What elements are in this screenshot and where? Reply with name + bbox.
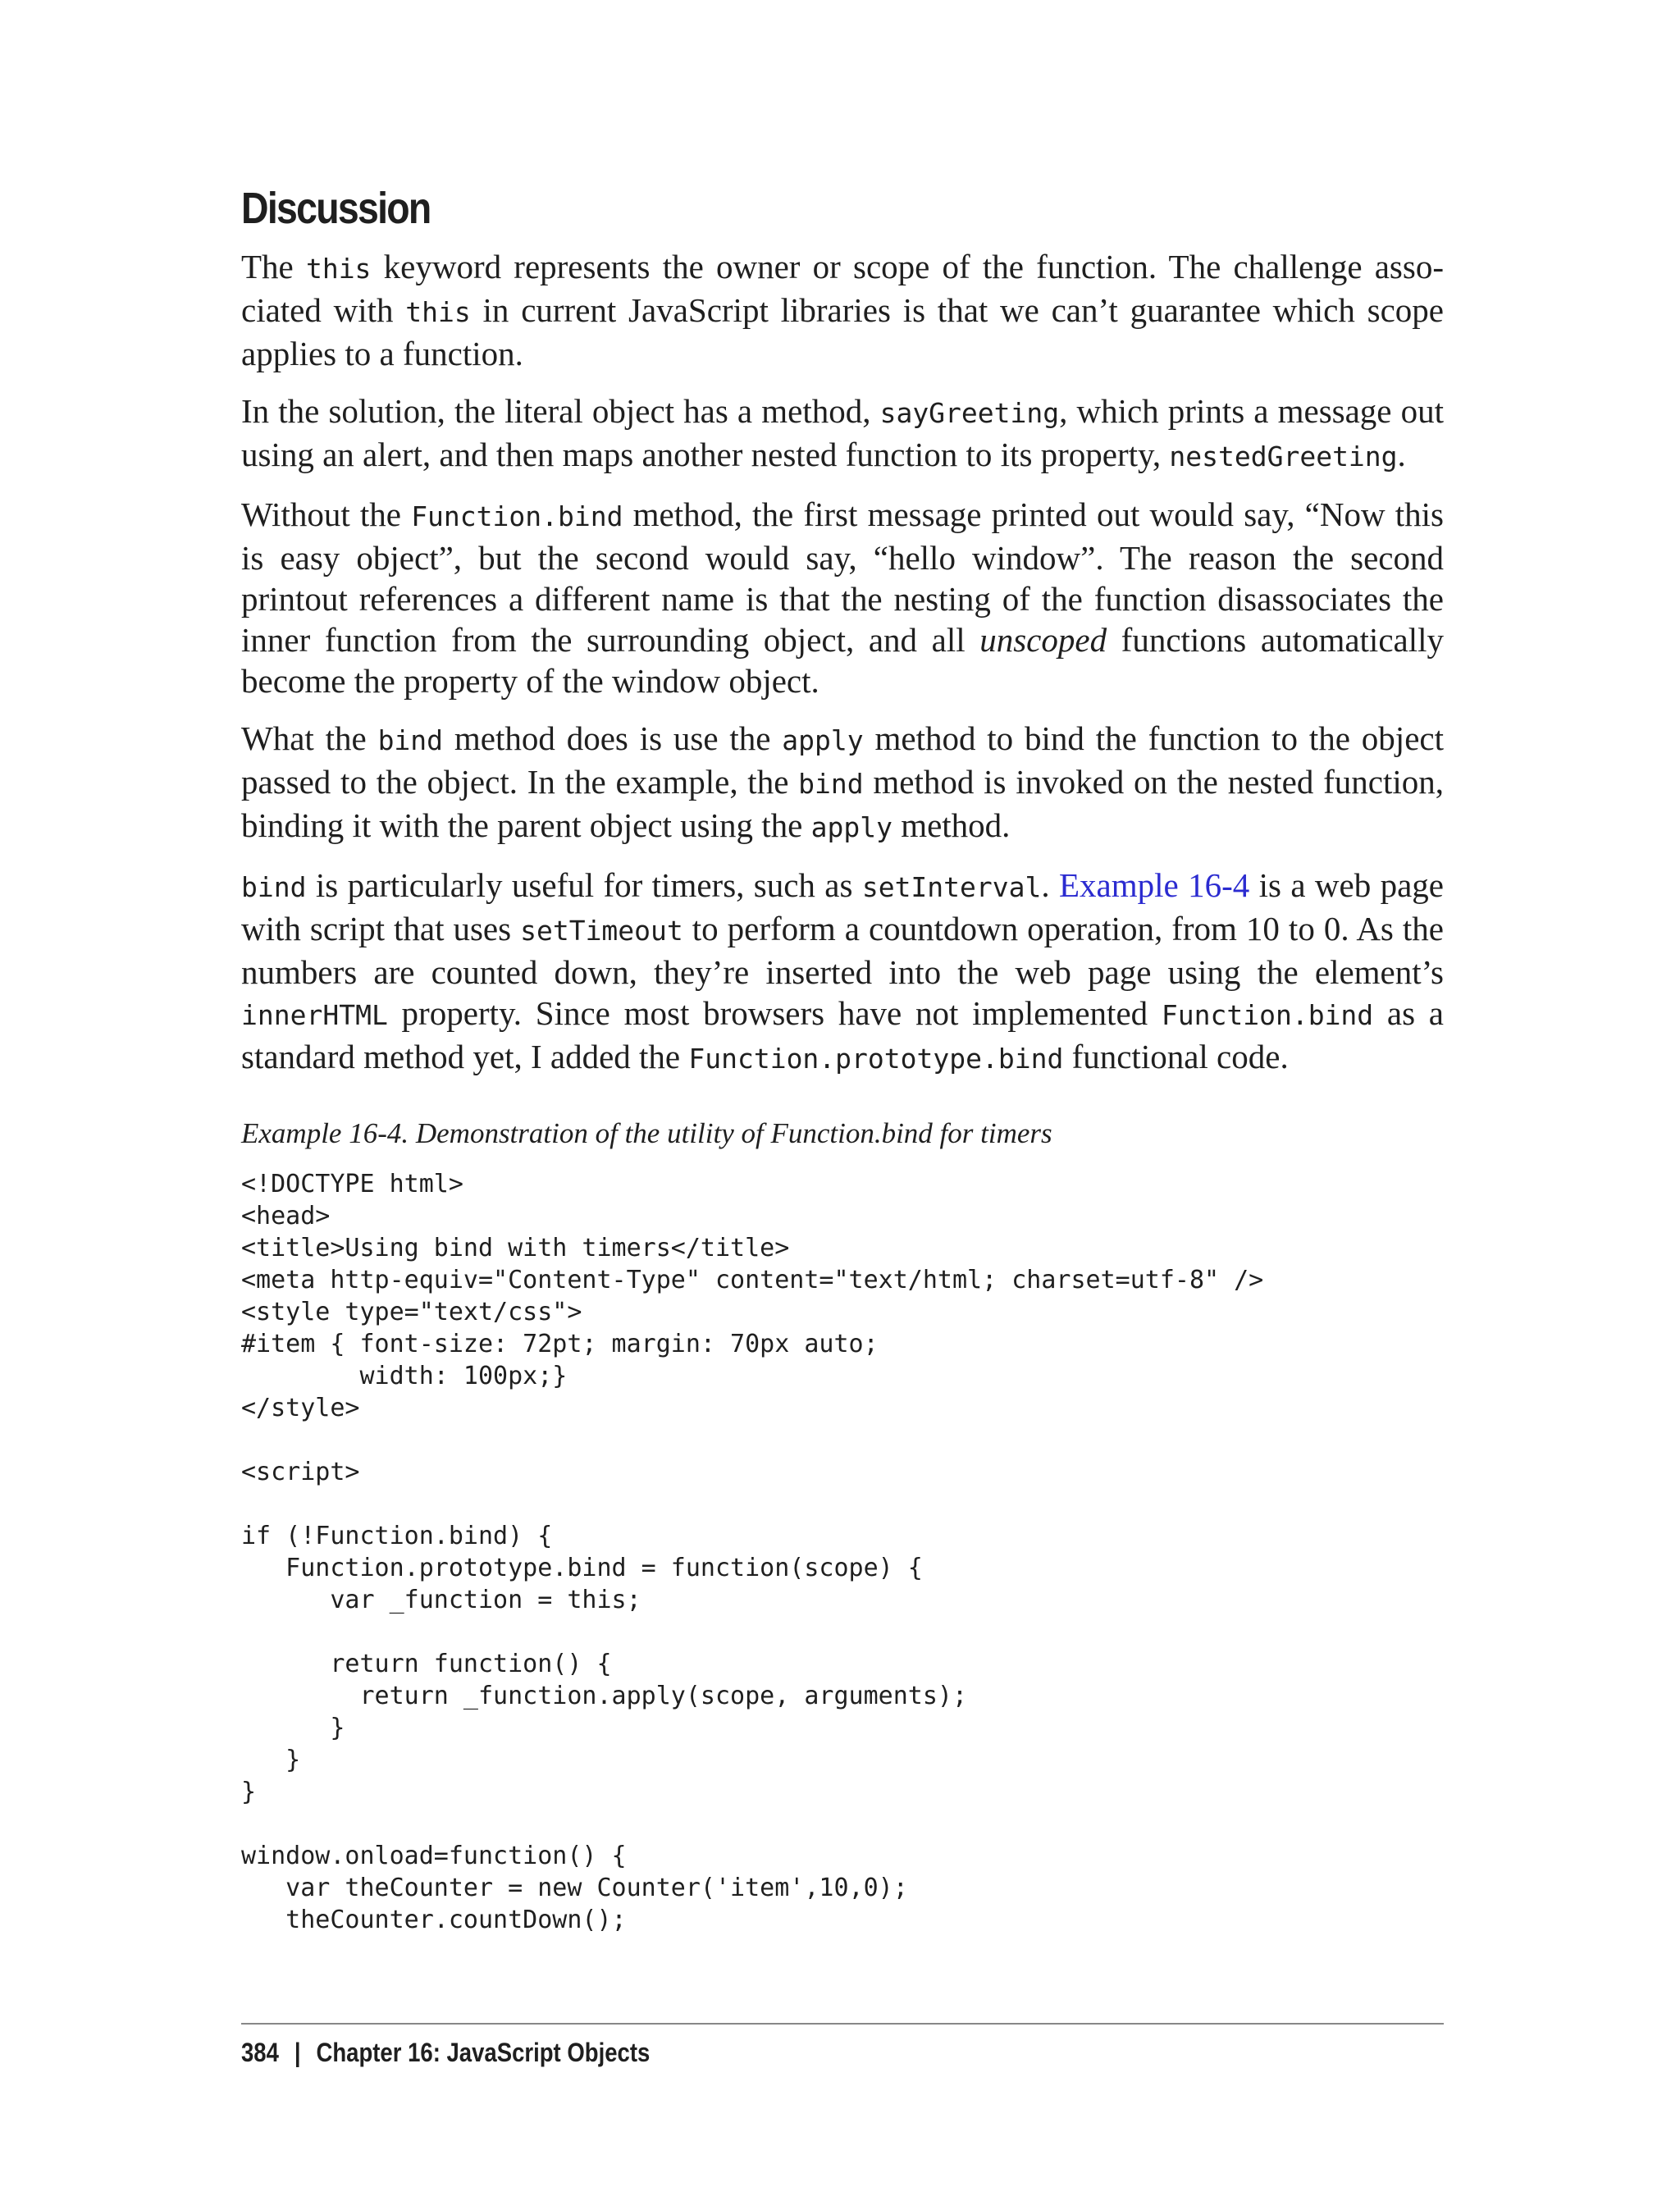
section-heading: Discussion xyxy=(241,184,431,233)
emphasis: unscoped xyxy=(979,621,1107,659)
text-run: to perform a countdown operation, from 10 to 0. As the numbers are counted down, they’re inserted into the web page using the element’s xyxy=(241,910,1444,991)
inline-code: Function.bind xyxy=(1161,999,1374,1031)
inline-code: bind xyxy=(377,724,444,756)
footer-separator: | xyxy=(294,2038,301,2067)
text-run: is particularly useful for timers, such as xyxy=(306,866,862,904)
text-run: Without the xyxy=(241,495,412,533)
text-run: in current JavaScript libraries is that we can’t guarantee which scope applies to a function. xyxy=(241,291,1444,372)
page-content xyxy=(241,179,1444,1936)
inline-code: innerHTML xyxy=(241,999,388,1031)
text-run: method, the first message printed out would say, “Now this is easy object”, but the second would say, “hello window”. The reason the second printout references a different name is that the nesting of the function disassociates the inner function from the surrounding object, and all xyxy=(241,495,1444,659)
inline-code: this xyxy=(405,296,471,328)
text-run: method is invoked on the nested function, binding it with the parent object using the xyxy=(241,763,1444,844)
page-number: 384 xyxy=(241,2038,279,2067)
text-run: In the solution, the literal object has a method, xyxy=(241,392,880,430)
text-run: , which prints a message out using an alert, and then maps another nested function to its property, xyxy=(241,392,1444,473)
text-run: . xyxy=(1397,436,1406,473)
footer-text xyxy=(241,2038,650,2068)
example-caption: Example 16-4. Demonstration of the utility of Function.bind for timers xyxy=(241,1117,1052,1149)
chapter-title: Chapter 16: JavaScript Objects xyxy=(316,2038,651,2067)
text-run: functional code. xyxy=(1063,1038,1289,1075)
inline-code: setInterval xyxy=(861,871,1042,903)
text-run: property. Since most browsers have not implemented xyxy=(387,994,1162,1032)
text-run: The xyxy=(241,248,306,285)
paragraph-solution xyxy=(241,390,1444,477)
inline-code: bind xyxy=(241,871,307,903)
text-run: keyword represents the owner or scope of the function. The challenge asso-ciated with xyxy=(241,248,1444,329)
text-run: is a web page with script that uses xyxy=(241,866,1444,947)
inline-code: nestedGreeting xyxy=(1169,441,1398,472)
text-run: method to bind the function to the object passed to the object. In the example, the xyxy=(241,719,1444,801)
text-run: method. xyxy=(892,806,1011,844)
inline-code: Function.prototype.bind xyxy=(688,1043,1064,1075)
paragraph-without-bind xyxy=(241,494,1444,701)
inline-code: setTimeout xyxy=(520,915,683,947)
text-run: method does is use the xyxy=(443,719,783,757)
inline-code: apply xyxy=(810,811,892,843)
page-footer xyxy=(241,2023,1444,2068)
inline-code: Function.bind xyxy=(411,500,623,532)
example-16-4-link[interactable]: Example 16-4 xyxy=(1059,866,1250,904)
text-run: . xyxy=(1041,866,1059,904)
paragraph-timers xyxy=(241,865,1444,1080)
text-run: What the xyxy=(241,719,378,757)
text-run: functions automatically become the property of the window object. xyxy=(241,621,1445,700)
paragraph-this-keyword xyxy=(241,246,1444,374)
inline-code: bind xyxy=(798,768,864,800)
paragraph-bind-method xyxy=(241,718,1444,848)
inline-code: this xyxy=(305,253,372,285)
inline-code: apply xyxy=(782,724,864,756)
inline-code: sayGreeting xyxy=(879,397,1060,429)
text-run: as a standard method yet, I added the xyxy=(241,994,1444,1075)
code-listing: <!DOCTYPE html> <head> <title>Using bind with timers</title> <meta http-equiv="Content-Type" content="text/html; charset=utf-8" /> <style type="text/css"> #item { font-size: 72pt; margin: 70px auto; width: 100px;} </style> <script> if (!Function.bind) { Function.prototype.bind = function(scope) { var _function = this; return function() { return _function.apply(scope, arguments); } } } window.onload=function() { var theCounter = new Counter('item',10,0); theCounter.countDown(); xyxy=(241,1170,1264,1934)
